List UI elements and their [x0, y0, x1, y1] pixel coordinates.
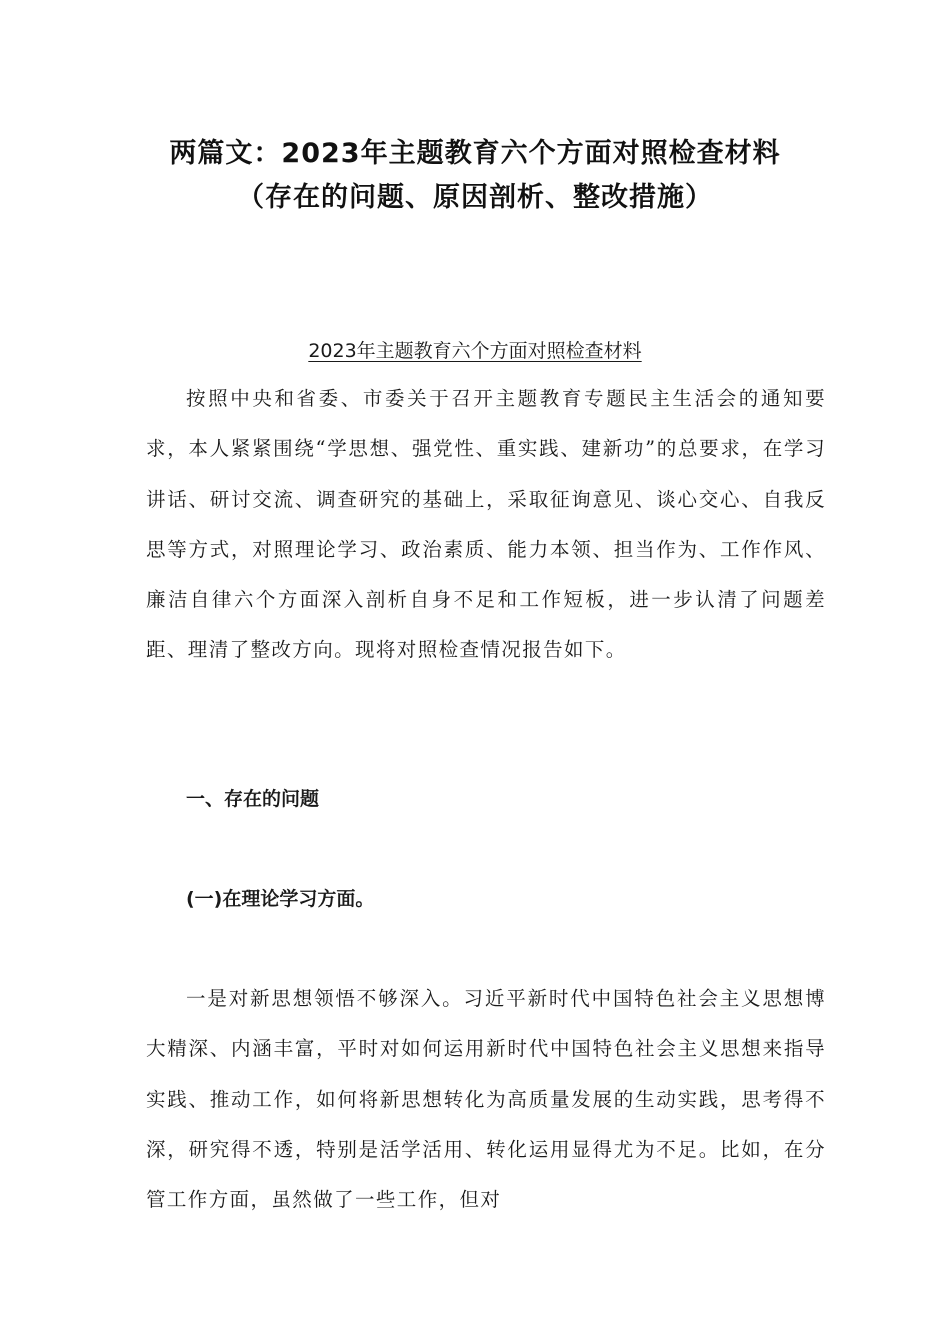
body-paragraph: 一是对新思想领悟不够深入。习近平新时代中国特色社会主义思想博大精深、内涵丰富，平时对如何运用新时代中国特色社会主义思想来指导实践、推动工作，如何将新思想转化为高质量发展的生动实践，思考得不深，研究得不透，特别是活学活用、转化运用显得尤为不足。比如，在分管工作方面，虽然做了一些工作，但对: [146, 987, 826, 1212]
section-title-text: 2023年主题教育六个方面对照检查材料: [308, 340, 642, 362]
section-title: [0, 338, 950, 364]
heading-theory-study: (一)在理论学习方面。: [186, 888, 375, 910]
heading-existing-problems: 一、存在的问题: [186, 788, 320, 810]
document-title-line-1: 两篇文：2023年主题教育六个方面对照检查材料: [169, 138, 781, 169]
document-title-line-2: （存在的问题、原因剖析、整改措施）: [237, 182, 713, 213]
intro-paragraph: 按照中央和省委、市委关于召开主题教育专题民主生活会的通知要求，本人紧紧围绕“学思想、强党性、重实践、建新功”的总要求，在学习讲话、研讨交流、调查研究的基础上，采取征询意见、谈心交心、自我反思等方式，对照理论学习、政治素质、能力本领、担当作为、工作作风、廉洁自律六个方面深入剖析自身不足和工作短板，进一步认清了问题差距、理清了整改方向。现将对照检查情况报告如下。: [146, 387, 826, 662]
